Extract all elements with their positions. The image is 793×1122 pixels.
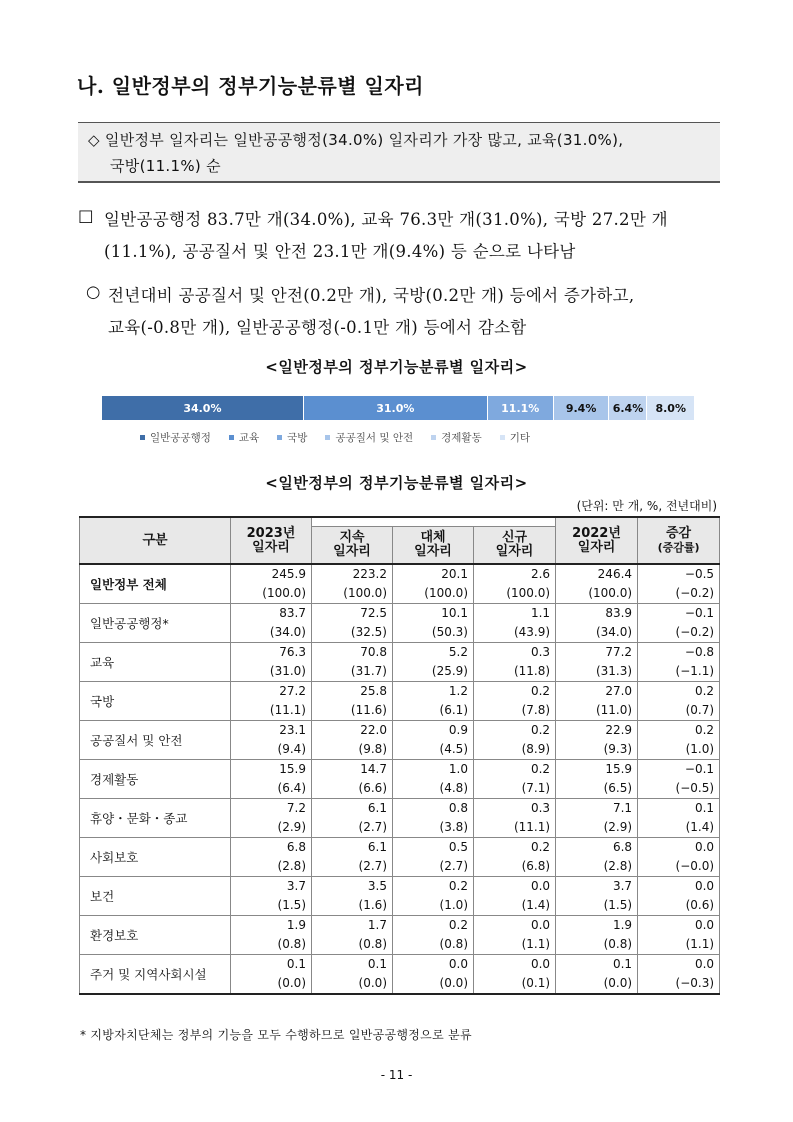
table-row [80,916,720,936]
legend-label: 교육 [238,432,260,444]
legend-item [140,430,211,445]
share-cell: (6.1) [393,701,474,721]
header-spacer [312,517,556,527]
legend-label: 일반공공행정 [150,432,211,444]
share-cell: (2.9) [556,818,638,838]
header-2022-jobs [556,517,638,564]
header-change-line1: 증감 [665,525,692,541]
value-cell: −0.1 [638,760,720,780]
row-label: 일반공공행정* [80,604,231,643]
legend-item [229,430,259,445]
share-cell: (1.0) [638,740,720,760]
jobs-table [79,516,720,995]
value-cell: 0.9 [393,721,474,741]
value-cell: 7.1 [556,799,638,819]
value-cell: 23.1 [231,721,312,741]
share-cell: (1.6) [312,896,393,916]
value-cell: 10.1 [393,604,474,624]
share-cell: (25.9) [393,662,474,682]
share-cell: (4.5) [393,740,474,760]
header-2023-jobs-line1: 2023년 [246,525,296,541]
value-cell: 0.2 [638,721,720,741]
value-cell: −0.1 [638,604,720,624]
bar-segment-4 [554,396,610,420]
value-cell: 0.0 [393,955,474,975]
value-cell: 14.7 [312,760,393,780]
bar-segment-label: 9.4% [565,401,597,415]
header-new-line2: 일자리 [495,544,534,559]
value-cell: 245.9 [231,564,312,584]
legend-label: 경제활동 [441,432,482,444]
row-label: 공공질서 및 안전 [80,721,231,760]
paragraph-1-line-1: 일반공공행정 83.7만 개(34.0%), 교육 76.3만 개(31.0%), 국방 27.2만 개 [104,210,668,229]
header-category: 구분 [80,517,231,564]
value-cell: −0.8 [638,643,720,663]
value-cell: 1.0 [393,760,474,780]
share-cell: (0.6) [638,896,720,916]
share-cell: (2.7) [312,857,393,877]
share-cell: (100.0) [231,584,312,604]
share-cell: (9.4) [231,740,312,760]
value-cell: 0.0 [638,955,720,975]
share-cell: (11.1) [231,701,312,721]
bar-segment-1 [102,396,304,420]
value-cell: 0.2 [393,877,474,897]
share-cell: (0.0) [393,974,474,994]
table-row [80,721,720,741]
share-cell: (1.5) [556,896,638,916]
table-row [80,799,720,819]
header-2023-jobs [231,517,312,564]
share-cell: (9.8) [312,740,393,760]
table-row [80,955,720,975]
footnote: * 지방자치단체는 정부의 기능을 모두 수행하므로 일반공공행정으로 분류 [80,1028,472,1042]
value-cell: 0.1 [556,955,638,975]
share-cell: (0.0) [556,974,638,994]
share-cell: (−0.2) [638,584,720,604]
value-cell: 22.0 [312,721,393,741]
share-cell: (2.7) [393,857,474,877]
value-cell: 20.1 [393,564,474,584]
legend-item [500,430,530,445]
summary-line-1: ◇ 일반정부 일자리는 일반공공행정(34.0%) 일자리가 가장 많고, 교육(31.0%), [88,131,624,149]
share-cell: (2.9) [231,818,312,838]
paragraph-2-line-1: 전년대비 공공질서 및 안전(0.2만 개), 국방(0.2만 개) 등에서 증가하고, [108,286,635,305]
header-continuing-line1: 지속 [339,530,365,545]
value-cell: 1.7 [312,916,393,936]
share-cell: (0.8) [312,935,393,955]
table-row [80,838,720,858]
legend-swatch [229,435,234,440]
paragraph-2-bullet: ○ [86,282,101,301]
value-cell: 0.0 [638,877,720,897]
table-row [80,877,720,897]
value-cell: 2.6 [474,564,556,584]
share-cell: (50.3) [393,623,474,643]
value-cell: 0.0 [474,955,556,975]
share-cell: (1.1) [638,935,720,955]
row-label: 교육 [80,643,231,682]
value-cell: −0.5 [638,564,720,584]
legend-swatch [500,435,505,440]
share-cell: (7.8) [474,701,556,721]
header-replacement-line1: 대체 [420,530,446,545]
share-cell: (2.8) [556,857,638,877]
header-change-line2: (증감률) [657,540,700,554]
legend-label: 공공질서 및 안전 [335,432,414,444]
share-cell: (9.3) [556,740,638,760]
value-cell: 6.1 [312,838,393,858]
value-cell: 0.0 [638,916,720,936]
value-cell: 0.2 [474,760,556,780]
value-cell: 223.2 [312,564,393,584]
share-cell: (2.7) [312,818,393,838]
value-cell: 0.3 [474,799,556,819]
share-cell: (43.9) [474,623,556,643]
header-2022-jobs-line2: 일자리 [577,539,616,555]
bar-segment-label: 8.0% [655,401,686,415]
value-cell: 5.2 [393,643,474,663]
bar-segment-label: 31.0% [376,401,415,415]
share-cell: (31.0) [231,662,312,682]
chart-caption: <일반정부의 정부기능분류별 일자리> [265,358,528,376]
value-cell: 27.0 [556,682,638,702]
row-label: 주거 및 지역사회시설 [80,955,231,995]
value-cell: 0.5 [393,838,474,858]
unit-note: (단위: 만 개, %, 전년대비) [576,499,717,513]
value-cell: 15.9 [231,760,312,780]
bar-segment-2 [304,396,488,420]
legend-swatch [277,435,282,440]
share-cell: (0.8) [393,935,474,955]
share-cell: (0.1) [474,974,556,994]
row-label: 경제활동 [80,760,231,799]
row-label: 보건 [80,877,231,916]
value-cell: 7.2 [231,799,312,819]
share-cell: (11.6) [312,701,393,721]
value-cell: 22.9 [556,721,638,741]
row-label: 사회보호 [80,838,231,877]
header-continuing-line2: 일자리 [333,544,371,559]
value-cell: 76.3 [231,643,312,663]
share-cell: (6.5) [556,779,638,799]
table-row [80,564,720,584]
stacked-bar-chart [102,396,695,420]
share-cell: (100.0) [556,584,638,604]
legend-label: 국방 [287,432,308,444]
header-new-line1: 신규 [501,530,528,545]
legend-item [277,430,307,445]
share-cell: (0.0) [231,974,312,994]
value-cell: 3.7 [231,877,312,897]
value-cell: 246.4 [556,564,638,584]
paragraph-1-bullet: □ [78,206,94,225]
share-cell: (−0.2) [638,623,720,643]
share-cell: (3.8) [393,818,474,838]
value-cell: 6.8 [556,838,638,858]
value-cell: 6.1 [312,799,393,819]
bar-segment-5 [609,396,647,420]
value-cell: 0.0 [638,838,720,858]
value-cell: 27.2 [231,682,312,702]
value-cell: 1.9 [556,916,638,936]
share-cell: (34.0) [231,623,312,643]
share-cell: (4.8) [393,779,474,799]
value-cell: 15.9 [556,760,638,780]
value-cell: 0.2 [393,916,474,936]
value-cell: 0.2 [474,838,556,858]
share-cell: (−0.5) [638,779,720,799]
chart-legend [140,430,530,445]
share-cell: (11.0) [556,701,638,721]
legend-swatch [431,435,436,440]
header-new-jobs [474,527,556,565]
legend-item [431,430,482,445]
share-cell: (1.1) [474,935,556,955]
bar-segment-label: 34.0% [183,401,222,415]
share-cell: (34.0) [556,623,638,643]
value-cell: 0.1 [638,799,720,819]
value-cell: 72.5 [312,604,393,624]
share-cell: (0.8) [556,935,638,955]
value-cell: 1.1 [474,604,556,624]
value-cell: 0.8 [393,799,474,819]
share-cell: (1.4) [638,818,720,838]
share-cell: (100.0) [474,584,556,604]
share-cell: (31.3) [556,662,638,682]
header-change [638,517,720,564]
value-cell: 0.0 [474,877,556,897]
value-cell: 0.1 [312,955,393,975]
share-cell: (11.1) [474,818,556,838]
share-cell: (0.0) [312,974,393,994]
legend-swatch [140,435,145,440]
share-cell: (1.4) [474,896,556,916]
value-cell: 0.2 [638,682,720,702]
share-cell: (2.8) [231,857,312,877]
share-cell: (6.4) [231,779,312,799]
value-cell: 1.9 [231,916,312,936]
header-replacement-jobs [393,527,474,565]
share-cell: (−0.0) [638,857,720,877]
value-cell: 0.0 [474,916,556,936]
value-cell: 83.9 [556,604,638,624]
legend-label: 기타 [509,432,531,444]
value-cell: 0.3 [474,643,556,663]
summary-line-2: 국방(11.1%) 순 [110,157,221,175]
bar-segment-label: 6.4% [612,401,644,415]
value-cell: 0.2 [474,721,556,741]
row-label: 환경보호 [80,916,231,955]
table-body [80,564,720,994]
share-cell: (1.0) [393,896,474,916]
share-cell: (7.1) [474,779,556,799]
row-label: 국방 [80,682,231,721]
value-cell: 77.2 [556,643,638,663]
legend-swatch [325,435,330,440]
value-cell: 25.8 [312,682,393,702]
row-label: 휴양・문화・종교 [80,799,231,838]
table-row [80,682,720,702]
page-number: - 11 - [380,1068,413,1082]
value-cell: 0.1 [231,955,312,975]
share-cell: (6.6) [312,779,393,799]
header-2023-jobs-line2: 일자리 [252,539,290,555]
paragraph-2-line-2: 교육(-0.8만 개), 일반공공행정(-0.1만 개) 등에서 감소함 [108,318,527,337]
header-2022-jobs-line1: 2022년 [572,525,621,541]
value-cell: 3.5 [312,877,393,897]
share-cell: (6.8) [474,857,556,877]
bar-segment-3 [488,396,554,420]
share-cell: (32.5) [312,623,393,643]
header-replacement-line2: 일자리 [414,544,452,559]
value-cell: 3.7 [556,877,638,897]
section-title: 나. 일반정부의 정부기능분류별 일자리 [77,74,424,98]
share-cell: (31.7) [312,662,393,682]
share-cell: (1.5) [231,896,312,916]
share-cell: (11.8) [474,662,556,682]
table-row [80,643,720,663]
share-cell: (0.7) [638,701,720,721]
share-cell: (8.9) [474,740,556,760]
table-caption: <일반정부의 정부기능분류별 일자리> [265,474,528,492]
value-cell: 6.8 [231,838,312,858]
share-cell: (100.0) [312,584,393,604]
paragraph-1-line-2: (11.1%), 공공질서 및 안전 23.1만 개(9.4%) 등 순으로 나타남 [104,242,576,261]
table-row [80,604,720,624]
table-row [80,760,720,780]
value-cell: 70.8 [312,643,393,663]
share-cell: (−0.3) [638,974,720,994]
value-cell: 0.2 [474,682,556,702]
summary-box [78,122,720,183]
value-cell: 83.7 [231,604,312,624]
bar-segment-6 [647,396,694,420]
share-cell: (−1.1) [638,662,720,682]
value-cell: 1.2 [393,682,474,702]
bar-segment-label: 11.1% [501,401,540,415]
row-label: 일반정부 전체 [80,564,231,604]
header-continuing-jobs [312,527,393,565]
share-cell: (0.8) [231,935,312,955]
legend-item [325,430,413,445]
share-cell: (100.0) [393,584,474,604]
